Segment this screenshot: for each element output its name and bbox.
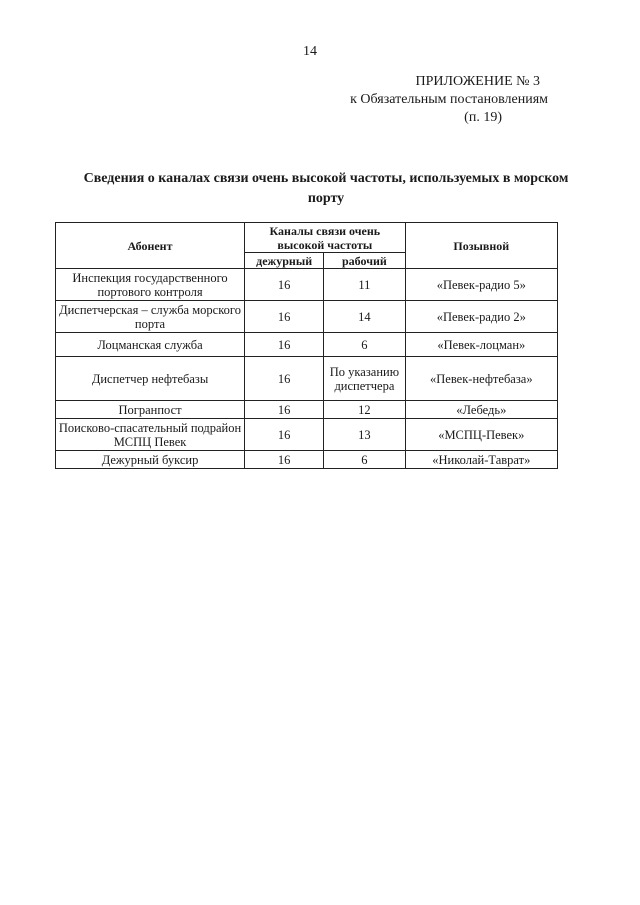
cell-duty: 16 [245, 333, 324, 357]
vhf-channels-table [55, 222, 558, 469]
cell-duty: 16 [245, 451, 324, 469]
cell-callsign: «Певек-радио 5» [405, 269, 557, 301]
cell-subscriber: Погранпост [56, 401, 245, 419]
cell-callsign: «Певек-радио 2» [405, 301, 557, 333]
cell-subscriber: Поисково-спасательный подрайон МСПЦ Певек [56, 419, 245, 451]
cell-working: 13 [324, 419, 405, 451]
cell-callsign: «Певек-лоцман» [405, 333, 557, 357]
appendix-header [0, 73, 548, 127]
header-subscriber: Абонент [56, 223, 245, 269]
cell-callsign: «МСПЦ-Певек» [405, 419, 557, 451]
document-title: Сведения о каналах связи очень высокой частоты, используемых в морском порту [83, 171, 569, 206]
header-working: рабочий [324, 253, 405, 269]
cell-duty: 16 [245, 269, 324, 301]
cell-callsign: «Николай-Таврат» [405, 451, 557, 469]
appendix-reference: (п. 19) [464, 110, 502, 125]
cell-duty: 16 [245, 401, 324, 419]
cell-callsign: «Певек-нефтебаза» [405, 357, 557, 401]
appendix-title: ПРИЛОЖЕНИЕ № 3 [415, 74, 540, 89]
header-callsign: Позывной [405, 223, 557, 269]
table-row [56, 269, 558, 301]
header-channels: Каналы связи очень высокой частоты [245, 223, 406, 253]
cell-subscriber: Лоцманская служба [56, 333, 245, 357]
table-body [56, 269, 558, 469]
appendix-subtitle: к Обязательным постановлениям [350, 92, 548, 107]
cell-subscriber: Дежурный буксир [56, 451, 245, 469]
cell-working: 11 [324, 269, 405, 301]
cell-working: 14 [324, 301, 405, 333]
table-header [56, 223, 558, 269]
table-row [56, 301, 558, 333]
cell-duty: 16 [245, 357, 324, 401]
table-row [56, 419, 558, 451]
cell-subscriber: Инспекция государственного портового контроля [56, 269, 245, 301]
cell-working: По указанию диспетчера [324, 357, 405, 401]
cell-callsign: «Лебедь» [405, 401, 557, 419]
table-row [56, 333, 558, 357]
cell-subscriber: Диспетчерская – служба морского порта [56, 301, 245, 333]
cell-duty: 16 [245, 419, 324, 451]
cell-working: 12 [324, 401, 405, 419]
cell-duty: 16 [245, 301, 324, 333]
header-duty: дежурный [245, 253, 324, 269]
cell-working: 6 [324, 451, 405, 469]
table-header-row [56, 223, 558, 253]
page-number: 14 [303, 44, 317, 59]
table-row [56, 357, 558, 401]
table-row [56, 451, 558, 469]
cell-subscriber: Диспетчер нефтебазы [56, 357, 245, 401]
table-row [56, 401, 558, 419]
cell-working: 6 [324, 333, 405, 357]
